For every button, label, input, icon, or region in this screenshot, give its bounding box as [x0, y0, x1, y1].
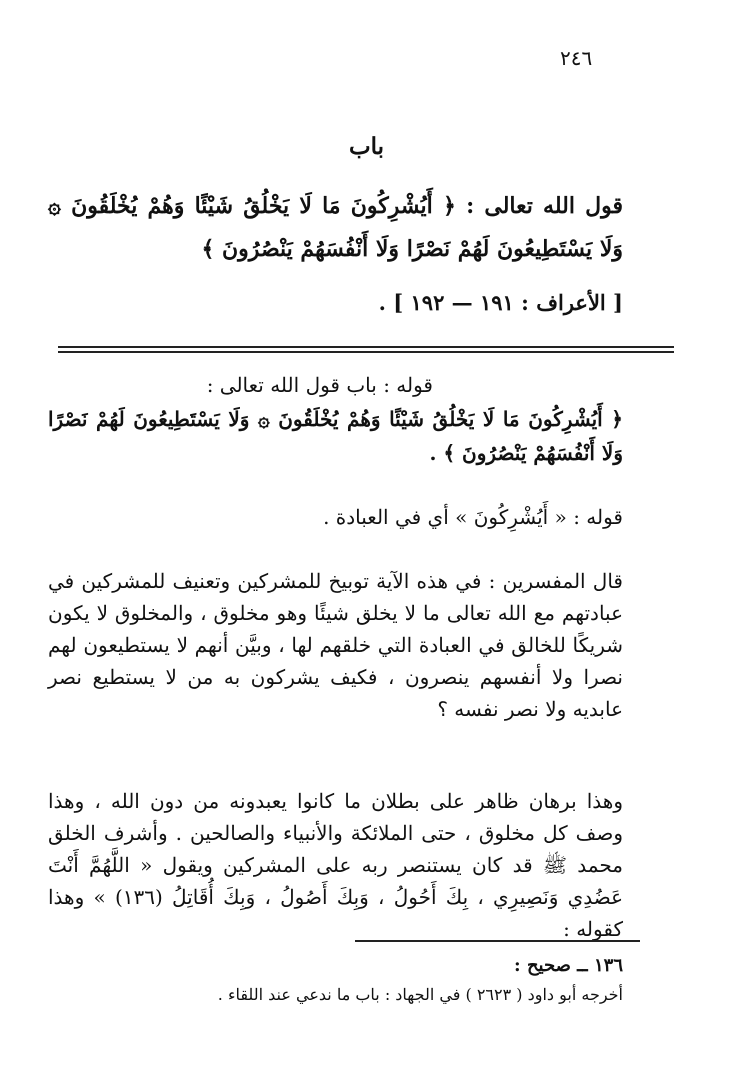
verse-block — [48, 185, 623, 271]
footnote-title: ١٣٦ ــ صحيح : — [514, 955, 623, 976]
verse-intro: قول الله تعالى : — [466, 193, 624, 219]
commentary-paragraph: وهذا برهان ظاهر على بطلان ما كانوا يعبدونه من دون الله ، وهذا وصف كل مخلوق ، حتى الملائكة والأنبياء والصالحين . وأشرف الخلق محمد ﷺ قد كان يستنصر ربه على المشركين ويقول « اللَّهُمَّ أَنْتَ عَضُدِي وَنَصِيرِي ، بِكَ أَحُولُ ، وَبِكَ أَصُولُ ، وَبِكَ أُقَاتِلُ (١٣٦) » وهذا كقوله : — [48, 789, 624, 941]
commentary-verse: ﴿ أَيُشْرِكُونَ مَا لَا يَخْلُقُ شَيْئًا وَهُمْ يُخْلَقُونَ ۞ وَلَا يَسْتَطِيعُونَ لَهُمْ نَصْرًا وَلَا أَنْفُسَهُمْ يَنْصُرُونَ ﴾ . — [48, 407, 623, 465]
footnote-rule — [355, 940, 640, 942]
verse-reference: [ الأعراف : ١٩١ — ١٩٢ ] . — [378, 290, 623, 315]
commentary-intro: قوله : باب قول الله تعالى : — [206, 373, 433, 397]
commentary-paragraph: قال المفسرين : في هذه الآية توبيخ للمشركين وتعنيف للمشركين في عبادتهم مع الله تعالى ما لا يخلق شيئًا وهو مخلوق ، والمخلوق لا يكون شريكًا للخالق في العبادة التي خلقهم لها ، وبيَّن أنهم لا يستطيعون لهم نصرا ولا أنفسهم ينصرون ، فكيف يشركون به من لا يستطيع نصر عابديه ولا نصر نفسه ؟ — [48, 569, 624, 721]
divider-rule — [58, 346, 674, 348]
chapter-heading: باب — [348, 133, 385, 160]
page-number: ٢٤٦ — [560, 46, 593, 70]
divider-rule — [58, 351, 674, 353]
verse-text: ﴿ أَيُشْرِكُونَ مَا لَا يَخْلُقُ شَيْئًا وَهُمْ يُخْلَقُونَ ۞ وَلَا يَسْتَطِيعُونَ لَهُمْ نَصْرًا وَلَا أَنْفُسَهُمْ يَنْصُرُونَ ﴾ — [48, 193, 623, 262]
footnote-text: أخرجه أبو داود ( ٢٦٢٣ ) في الجهاد : باب ما ندعي عند اللقاء . — [217, 985, 623, 1004]
commentary-paragraph — [48, 368, 623, 470]
commentary-paragraph: قوله : « أَيُشْرِكُونَ » أي في العبادة . — [323, 505, 623, 529]
